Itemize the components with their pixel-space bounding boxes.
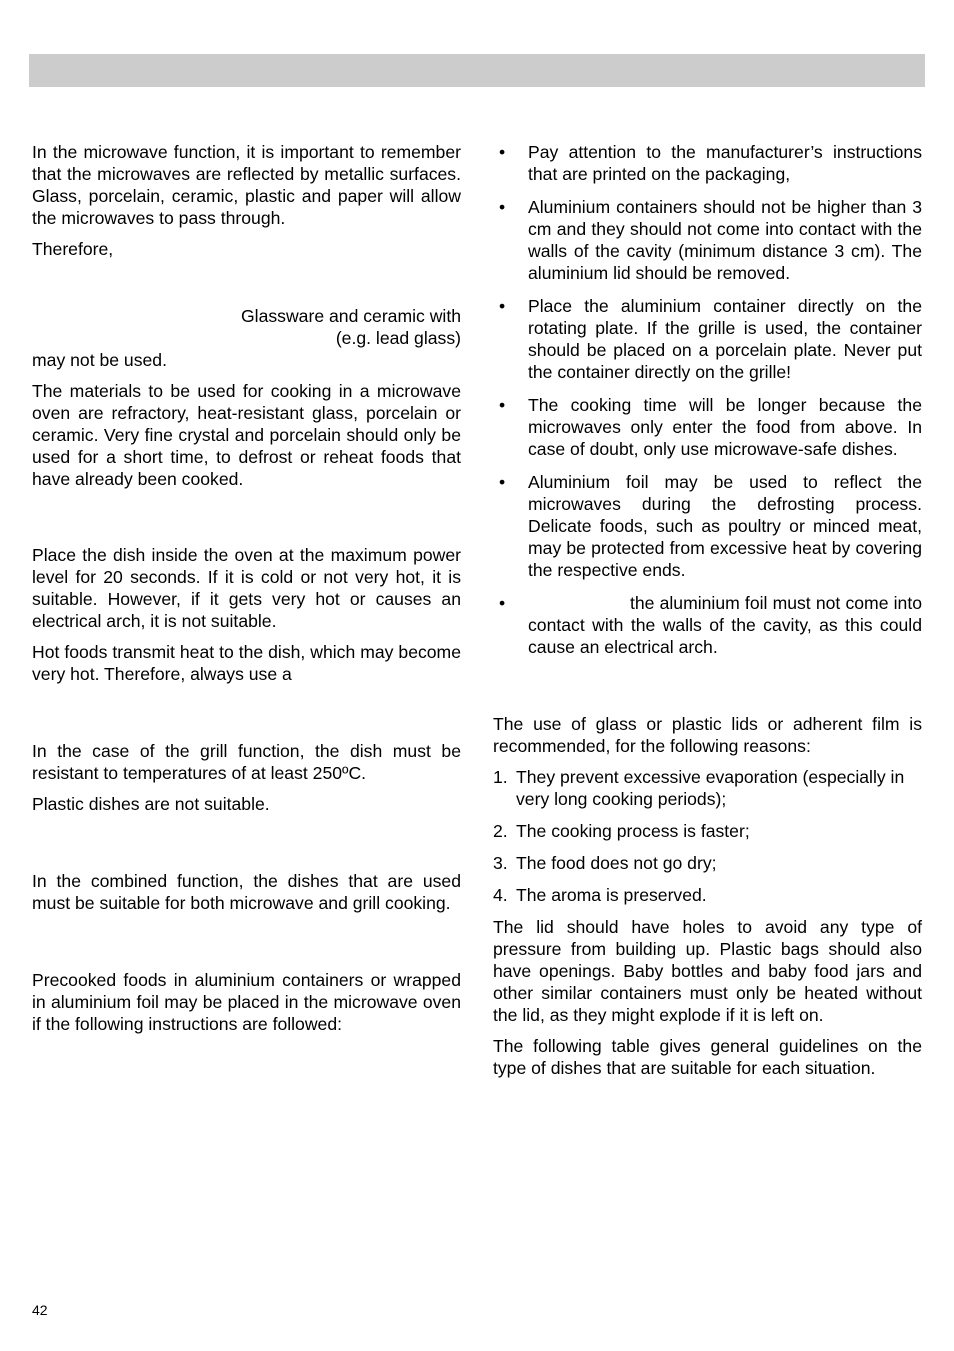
page-number: 42	[32, 1302, 48, 1318]
paragraph-microwave-reflection: In the microwave function, it is important to remember that the microwaves are reflected by metallic surfaces. Glass, porcelain, ceramic, plastic and paper will allow the microwaves to pass through.	[32, 142, 461, 228]
bullet-icon: •	[499, 197, 506, 217]
left-column	[32, 141, 461, 1035]
list-item: • Aluminium containers should not be higher than 3 cm and they should not come into contact with the walls of the cavity (minimum distance 3 cm). The aluminium lid should be removed.	[499, 197, 922, 283]
header-bar	[29, 54, 925, 87]
right-column	[493, 141, 922, 1079]
paragraph-glassware-line1: Glassware and ceramic with	[241, 306, 461, 326]
paragraph-precooked-foods: Precooked foods in aluminium containers or wrapped in aluminium foil may be placed in the microwave oven if the following instructions are followed:	[32, 970, 461, 1034]
list-item: 1. They prevent excessive evaporation (especially in very long cooking periods);	[493, 767, 905, 809]
bullet-icon: •	[499, 395, 506, 415]
list-item: • the aluminium foil must not come into contact with the walls of the cavity, as this could cause an electrical arch.	[499, 593, 922, 657]
paragraph-plastic-dishes: Plastic dishes are not suitable.	[32, 794, 270, 814]
list-item: • Aluminium foil may be used to reflect the microwaves during the defrosting process. Delicate foods, such as poultry or minced meat, may be protected from excessive heat by covering the respective ends.	[499, 472, 922, 580]
list-item: • Pay attention to the manufacturer’s instructions that are printed on the packaging,	[499, 142, 922, 184]
paragraph-lids-recommended: The use of glass or plastic lids or adherent film is recommended, for the following reasons:	[493, 714, 922, 756]
reasons-list	[493, 766, 922, 906]
paragraph-combined-function: In the combined function, the dishes that are used must be suitable for both microwave and grill cooking.	[32, 871, 461, 913]
paragraph-lid-holes: The lid should have holes to avoid any type of pressure from building up. Plastic bags should also have openings. Baby bottles and baby food jars and other similar containers must only be heated without the lid, as they might explode if it is left on.	[493, 917, 922, 1025]
bullet-icon: •	[499, 472, 506, 492]
list-item: 2. The cooking process is faster;	[493, 821, 750, 841]
paragraph-hot-foods: Hot foods transmit heat to the dish, which may become very hot. Therefore, always use a	[32, 642, 461, 684]
bullet-icon: •	[499, 296, 506, 316]
paragraph-therefore: Therefore,	[32, 239, 114, 259]
aluminium-instructions-list	[493, 141, 922, 658]
paragraph-table-intro: The following table gives general guidelines on the type of dishes that are suitable for each situation.	[493, 1036, 922, 1078]
list-item: 4. The aroma is preserved.	[493, 885, 707, 905]
paragraph-glassware-line3: may not be used.	[32, 350, 167, 370]
paragraph-glassware-line2: (e.g. lead glass)	[335, 328, 461, 348]
bullet-icon: •	[499, 142, 506, 162]
paragraph-materials: The materials to be used for cooking in a microwave oven are refractory, heat-resistant glass, porcelain or ceramic. Very fine crystal and porcelain should only be used for a short time, to defrost or reheat foods that have already been cooked.	[32, 381, 461, 489]
paragraph-grill-function: In the case of the grill function, the dish must be resistant to temperatures of at least 250ºC.	[32, 741, 461, 783]
list-item: • Place the aluminium container directly on the rotating plate. If the grille is used, the container should be placed on a porcelain plate. Never put the container directly on the grille!	[499, 296, 922, 382]
bullet-icon: •	[499, 593, 506, 613]
list-item: 3. The food does not go dry;	[493, 853, 717, 873]
list-item: • The cooking time will be longer because the microwaves only enter the food from above. In case of doubt, only use microwave-safe dishes.	[499, 395, 922, 459]
paragraph-dish-test: Place the dish inside the oven at the maximum power level for 20 seconds. If it is cold or not very hot, it is suitable. However, if it gets very hot or causes an electrical arch, it is not suitable.	[32, 545, 461, 631]
